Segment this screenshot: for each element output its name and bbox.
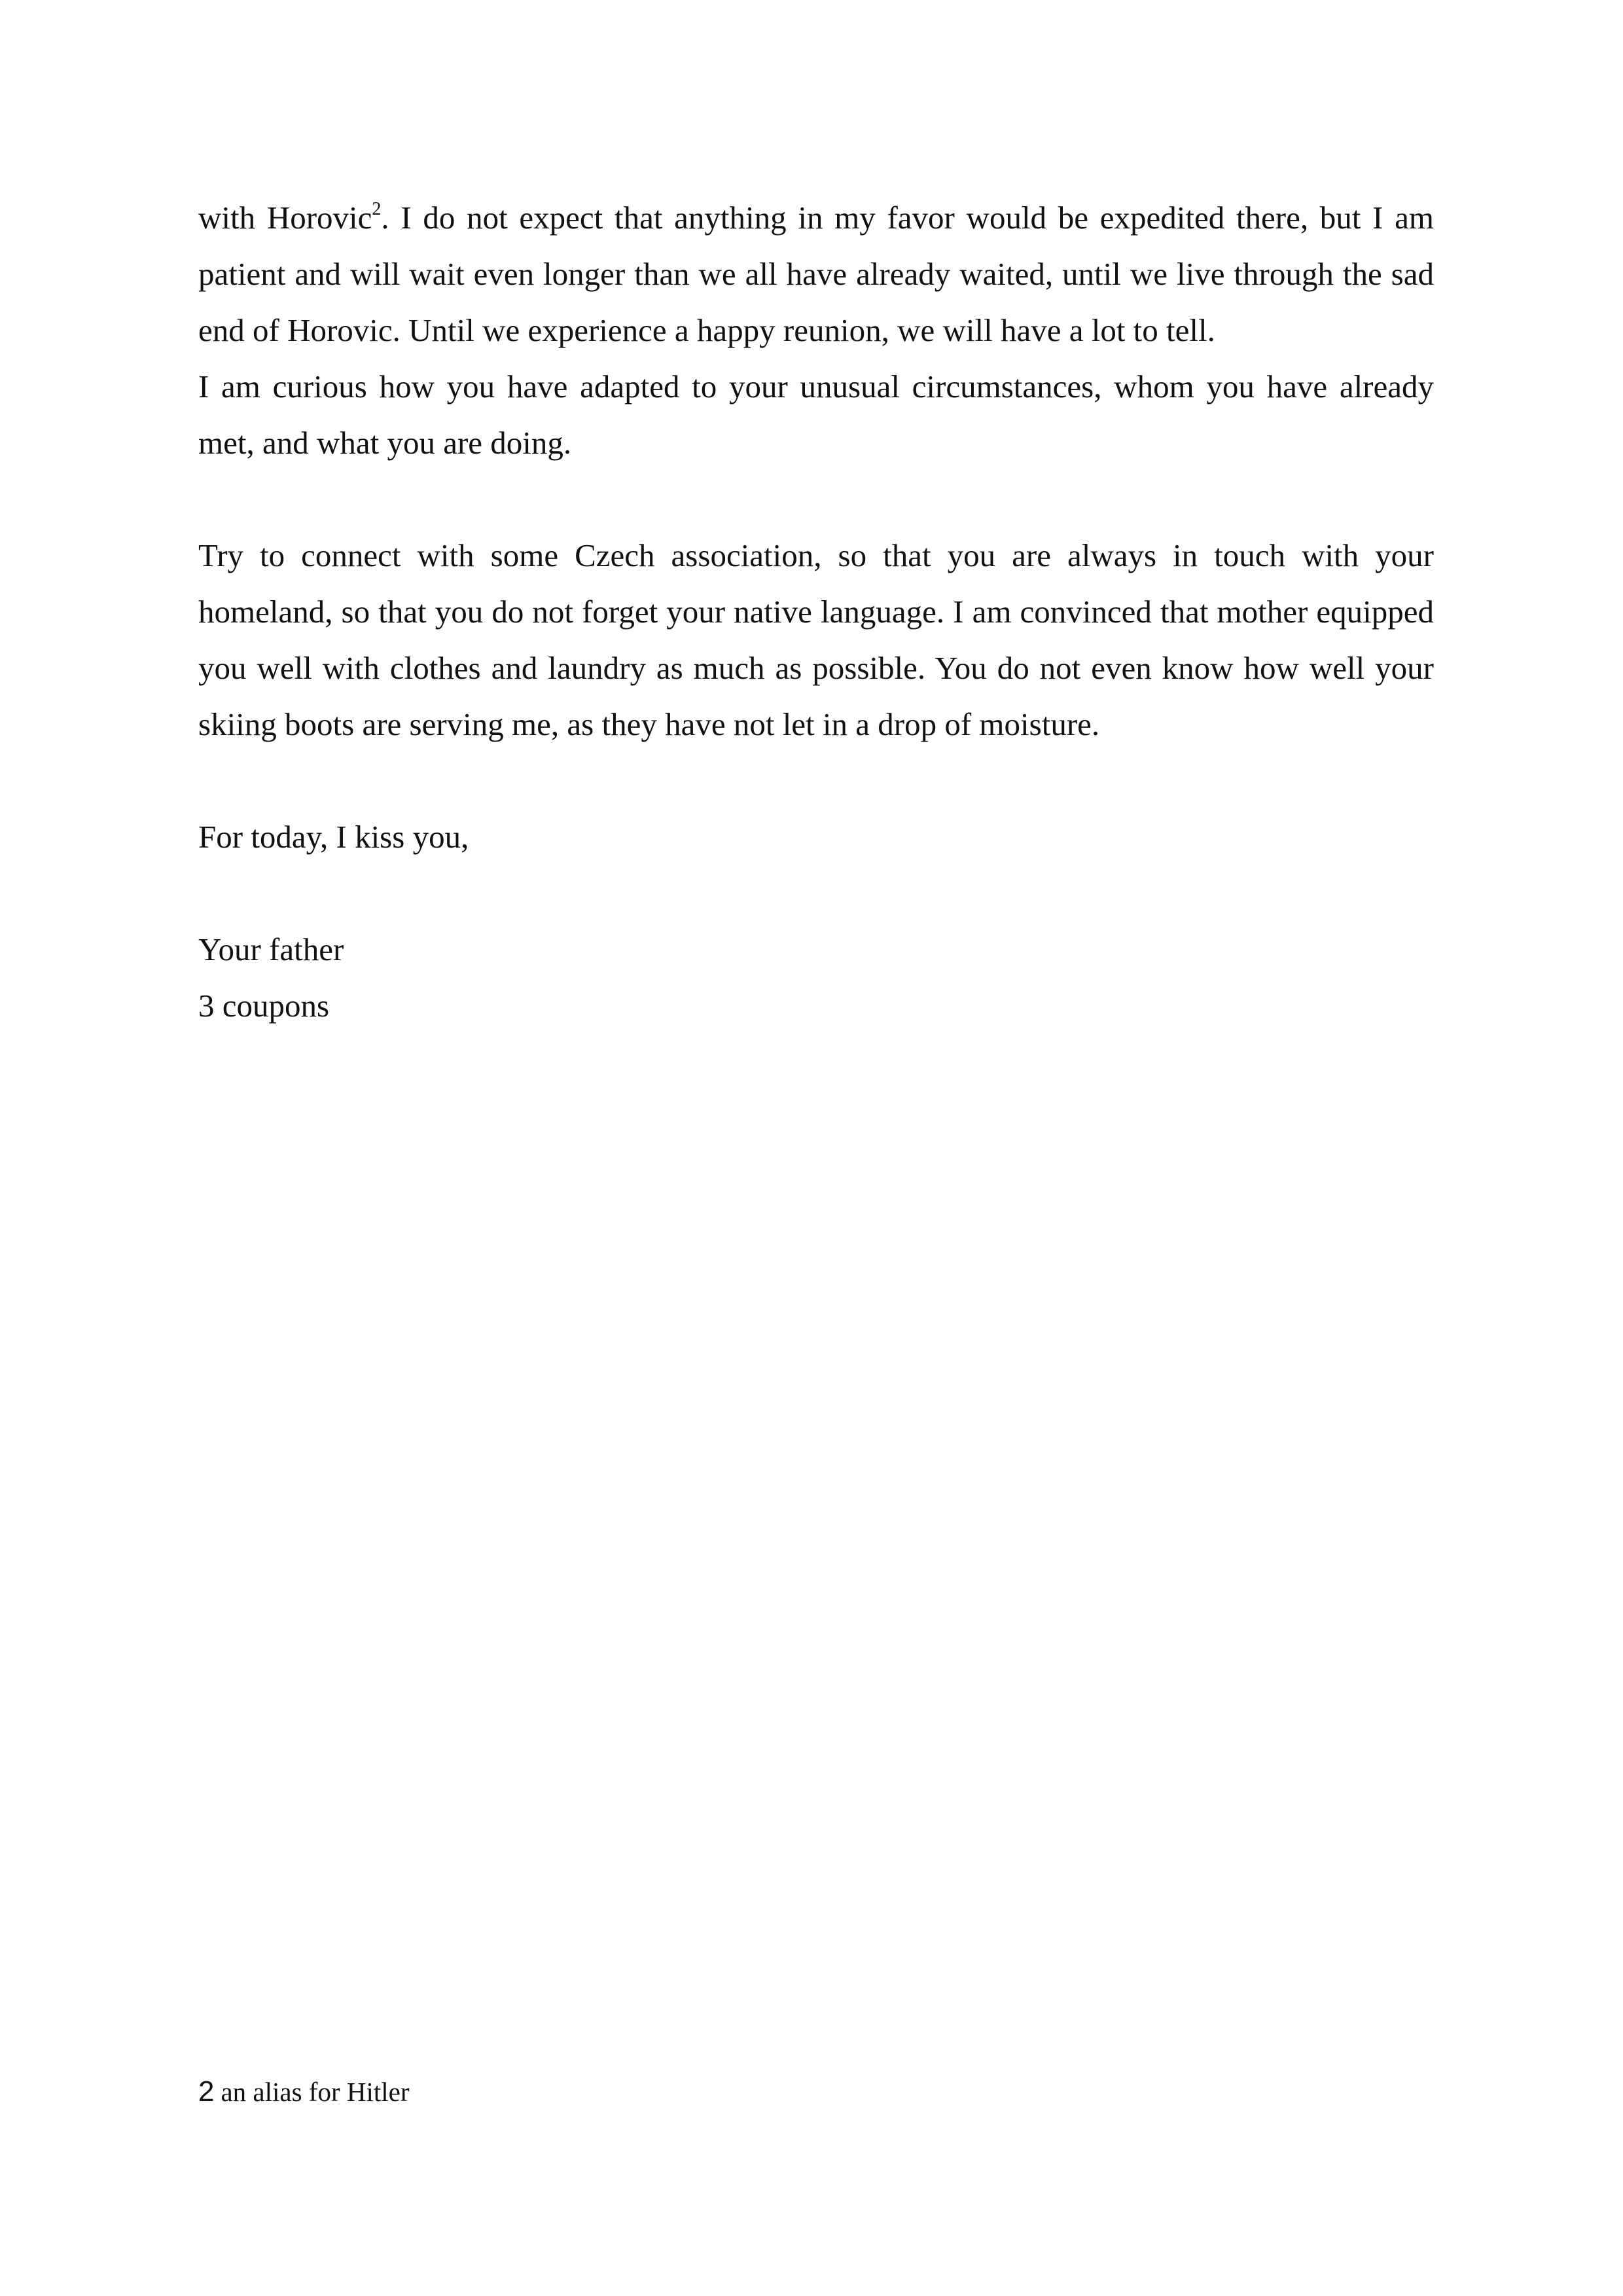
closing-line: For today, I kiss you, (198, 819, 469, 855)
letter-body (198, 190, 1434, 1034)
paragraph-1 (198, 190, 1434, 359)
paragraph-3: Try to connect with some Czech association, so that you are always in touch with your homeland, so that you do not forget your native language. I am convinced that mother equipped you well with clothes and laundry as much as possible. You do not even know how well your skiing boots are serving me, as they have not let in a drop of moisture. (198, 537, 1434, 742)
paragraph-2: I am curious how you have adapted to your unusual circumstances, whom you have already met, and what you are doing. (198, 368, 1434, 461)
footnote-text: an alias for Hitler (221, 2077, 410, 2107)
paragraph-1-start: with Horovic (198, 200, 372, 236)
signature: Your father (198, 931, 344, 967)
footnote-number: 2 (198, 2075, 215, 2108)
footnote (198, 2072, 410, 2111)
postscript: 3 coupons (198, 988, 330, 1024)
paragraph-1-rest: . I do not expect that anything in my favor would be expedited there, but I am patient and will wait even longer than we all have already waited, until we live through the sad end of Horovic. Until we experience a happy reunion, we will have a lot to tell. (198, 200, 1434, 348)
footnote-reference: 2 (372, 198, 382, 219)
